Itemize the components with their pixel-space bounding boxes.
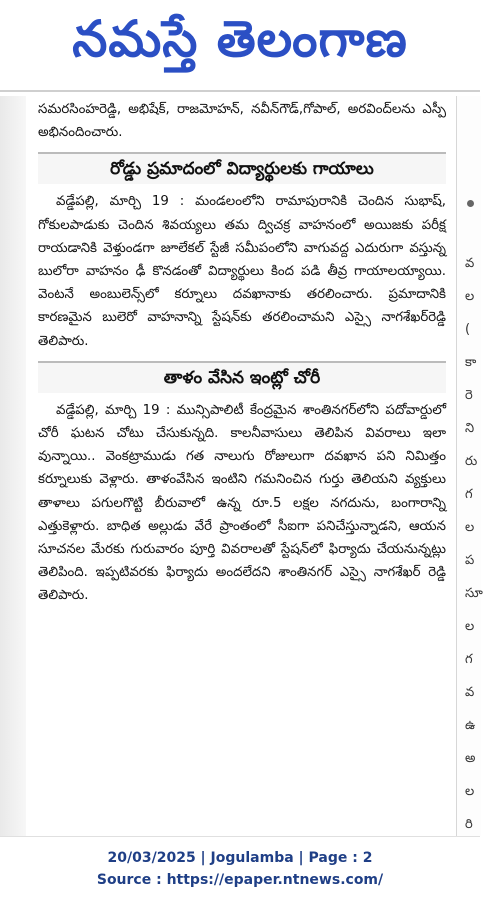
adjacent-column-fragment: ల bbox=[465, 520, 475, 535]
footer bbox=[0, 836, 480, 911]
adjacent-column-fragment: కా bbox=[465, 355, 477, 370]
adjacent-column-fragment: వ bbox=[465, 685, 475, 700]
footer-source-link[interactable]: Source : https://epaper.ntnews.com/ bbox=[96, 872, 384, 888]
adjacent-column-fragment: గ bbox=[465, 652, 473, 667]
adjacent-column-fragment: ల bbox=[465, 619, 475, 634]
adjacent-column-fragment: రె bbox=[465, 388, 473, 403]
truncated-next-headline bbox=[38, 618, 446, 632]
article-headline-road-accident: రోడ్డు ప్రమాదంలో విద్యార్థులకు గాయాలు bbox=[38, 152, 446, 184]
footer-date-edition: 20/03/2025 | Jogulamba | Page : 2 bbox=[107, 850, 373, 866]
article-body-road-accident: వడ్డేపల్లి, మార్చి 19 : మండలంలోని రామాపురానికి చెందిన సుభాష్, గోకులపాడుకు చెందిన శివయ్యలు తమ ద్విచక్ర వాహనంలో అయిజకు పరీక్ష రాయడానికి వెళ్తుండగా జూలేకల్ స్టేజీ సమీపంలోని వాగువద్ద ఎదురుగా వస్తున్న బులోరా వాహనం ఢీ కొనడంతో విద్యార్థులు కింద పడి తీవ్ర గాయాలయ్యాయి. వెంటనే అంబులెన్స్‌లో కర్నూలు దవఖానాకు తరలించారు. ప్రమాదానికి కారణమైన బులెరో వాహనాన్ని స్టేషన్‌కు తరలించామని ఎస్సై నాగశేఖర్‌రెడ్డి తెలిపారు. bbox=[38, 194, 446, 349]
adjacent-column-fragment: ల bbox=[465, 289, 475, 304]
adjacent-column-strip bbox=[456, 96, 481, 836]
left-page-gutter bbox=[0, 96, 26, 836]
news-column bbox=[38, 96, 446, 632]
masthead bbox=[0, 0, 480, 96]
intro-paragraph: సమరసింహరెడ్డి, అభిషేక్, రాజమోహన్, నవీన్‌గౌడ్,గోపాల్, అరవింద్‌లను ఎస్పీ అభినందించారు. bbox=[38, 102, 446, 141]
adjacent-column-fragment: రు bbox=[465, 454, 478, 469]
adjacent-column-fragment: ప bbox=[465, 553, 475, 568]
adjacent-column-fragment: ని bbox=[465, 421, 475, 436]
masthead-divider bbox=[0, 90, 480, 92]
bullet-dot-icon bbox=[467, 200, 474, 207]
article-headline-theft: తాళం వేసిన ఇంట్లో చోరీ bbox=[38, 361, 446, 393]
adjacent-column-fragment: గ bbox=[465, 487, 473, 502]
adjacent-column-fragment: ఉ bbox=[465, 718, 476, 733]
article-body-theft: వడ్డేపల్లి, మార్చి 19 : మున్సిపాలిటీ కేంద్రమైన శాంతినగర్‌లోని పదోవార్డులో చోరీ ఘటన చోటు చేసుకున్నది. కాలనీవాసులు తెలిపిన వివరాలు ఇలా వున్నాయి.. వెంకట్రాముడు గత నాలుగు రోజులుగా దవఖాన పని నిమిత్తం కర్నూలుకు వెళ్లారు. తాళంవేసిన ఇంటిని గమనించిన గుర్తు తెలియని వ్యక్తులు తాళాలు పగులగొట్టి బీరువాలో ఉన్న రూ.5 లక్షల నగదును, బంగారాన్ని ఎత్తుకెళ్లారు. బాధిత అల్లుడు వేరే ప్రాంతంలో సీఐగా పనిచేస్తున్నాడని, ఆయన సూచనల మేరకు గురువారం పూర్తి వివరాలతో స్టేషన్‌లో ఫిర్యాదు చేయనున్నట్లు తెలిపింది. ఇప్పటివరకు ఫిర్యాదు అందలేదని శాంతినగర్ ఎస్సై నాగశేఖర్ రెడ్డి తెలిపారు. bbox=[38, 402, 446, 604]
adjacent-column-fragment: అ bbox=[465, 751, 476, 766]
adjacent-column-fragment: రి bbox=[465, 817, 473, 832]
adjacent-column-fragment: ల bbox=[465, 784, 475, 799]
adjacent-column-fragment: సూ bbox=[465, 586, 483, 601]
adjacent-column-fragment: ( bbox=[465, 322, 471, 337]
newspaper-logo: నమస్తే తెలంగాణ bbox=[72, 9, 408, 68]
adjacent-column-fragment: వ bbox=[465, 256, 475, 271]
